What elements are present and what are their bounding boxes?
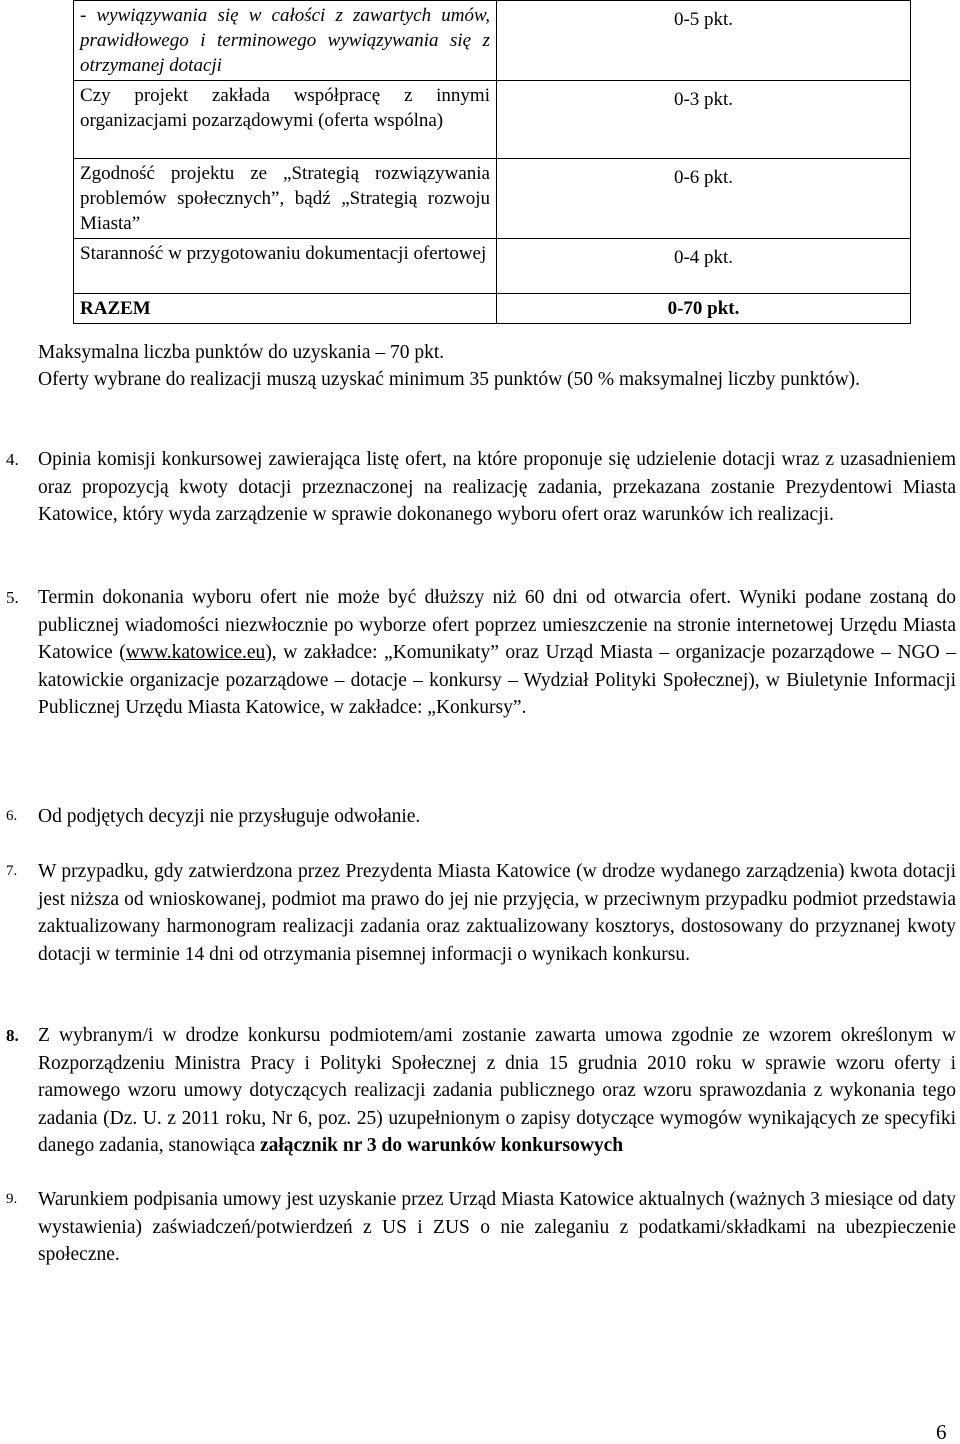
item-5-text-end: ), w zakładce: „Komunikaty” oraz Urząd Miasta – organizacje pozarządowe – NGO – katowickie organizacje pozarządowe – dotacje – konkursy – Wydział Polityki Społecznej), w Biuletynie Informacji Publicznej Urzędu Miasta Katowice, w zakładce: „Konkursy”. — [38, 642, 956, 718]
points-value: 0-4 pkt. — [673, 247, 734, 268]
total-label: RAZEM — [74, 294, 497, 324]
item-5-text — [38, 584, 956, 722]
table-row — [74, 239, 911, 294]
item-number: 6. — [6, 808, 18, 824]
points-value: 0-3 pkt. — [673, 89, 734, 110]
item-number: 8. — [6, 1026, 19, 1045]
points-value: 0-6 pkt. — [673, 167, 734, 188]
points-cell — [497, 81, 911, 159]
page-number: 6 — [936, 1420, 947, 1444]
total-points-cell — [497, 294, 911, 324]
table-row — [74, 159, 911, 239]
item-9-text: Warunkiem podpisania umowy jest uzyskanie przez Urząd Miasta Katowice aktualnych (ważnych 3 miesiące od daty wystawienia) zaświadczeń/potwierdzeń z US i ZUS o nie zaleganiu z podatkami/składkami na ubezpieczenie społeczne. — [38, 1189, 956, 1265]
table-row-total — [74, 294, 911, 324]
points-cell — [497, 239, 911, 294]
item-number: 5. — [6, 588, 19, 607]
table-row — [74, 81, 911, 159]
table-row — [74, 1, 911, 81]
item-number: 4. — [6, 450, 19, 469]
item-8-text-main: Z wybranym/i w drodze konkursu podmiotem/ami zostanie zawarta umowa zgodnie ze wzorem określonym w Rozporządzeniu Ministra Pracy i Polityki Społecznej z dnia 15 grudnia 2010 roku w sprawie wzoru oferty i ramowego wzoru umowy dotyczących realizacji zadania publicznego oraz wzoru sprawozdania z wykonania tego zadania (Dz. U. z 2011 roku, Nr 6, poz. 25) uzupełnionym o zapisy dotyczące wymogów wynikających ze specyfiki danego zadania, stanowiąca — [38, 1025, 956, 1156]
item-number: 7. — [6, 863, 18, 879]
total-points-value: 0-70 pkt. — [667, 298, 740, 319]
criterion-cell: - wywiązywania się w całości z zawartych umów, prawidłowego i terminowego wywiązywania się z otrzymanej dotacji — [74, 1, 497, 81]
attachment-reference: załącznik nr 3 do warunków konkursowych — [259, 1135, 624, 1156]
max-points-note: Maksymalna liczba punktów do uzyskania – 70 pkt. — [38, 342, 445, 363]
item-8-text — [38, 1022, 956, 1160]
item-6-text: Od podjętych decyzji nie przysługuje odwołanie. — [38, 806, 421, 827]
item-7-text: W przypadku, gdy zatwierdzona przez Prezydenta Miasta Katowice (w drodze wydanego zarządzenia) kwota dotacji jest niższa od wnioskowanej, podmiot ma prawo do jej nie przyjęcia, w przeciwnym przypadku podmiot przedstawia zaktualizowany harmonogram realizacji zadania oraz zaktualizowany kosztorys, dostosowany do przyznanej kwoty dotacji w terminie 14 dni od otrzymania pisemnej informacji o wynikach konkursu. — [38, 861, 956, 965]
min-points-note: Oferty wybrane do realizacji muszą uzyskać minimum 35 punktów (50 % maksymalnej liczby punktów). — [38, 369, 861, 390]
scoring-table — [73, 0, 911, 324]
criterion-cell: Zgodność projektu ze „Strategią rozwiązywania problemów społecznych”, bądź „Strategią rozwoju Miasta” — [74, 159, 497, 239]
points-cell — [497, 159, 911, 239]
criterion-cell: Staranność w przygotowaniu dokumentacji ofertowej — [74, 239, 497, 294]
katowice-website-link[interactable]: www.katowice.eu — [125, 642, 266, 663]
item-5-text-start: Termin dokonania wyboru ofert nie może być dłuższy niż 60 dni od otwarcia ofert. Wyniki podane zostaną do publicznej wiadomości niezwłocznie po wyborze ofert poprzez umieszczenie na stronie internetowej Urzędu Miasta Katowice ( — [38, 587, 956, 663]
item-4-text: Opinia komisji konkursowej zawierająca listę ofert, na które proponuje się udzielenie dotacji wraz z uzasadnieniem oraz propozycją kwoty dotacji przeznaczonej na realizację zadania, przekazana zostanie Prezydentowi Miasta Katowice, który wyda zarządzenie w sprawie dokonanego wyboru ofert oraz warunków ich realizacji. — [38, 449, 956, 525]
points-cell — [497, 1, 911, 81]
criterion-cell: Czy projekt zakłada współpracę z innymi organizacjami pozarządowymi (oferta wspólna) — [74, 81, 497, 159]
item-number: 9. — [6, 1191, 18, 1207]
points-value: 0-5 pkt. — [673, 9, 734, 30]
